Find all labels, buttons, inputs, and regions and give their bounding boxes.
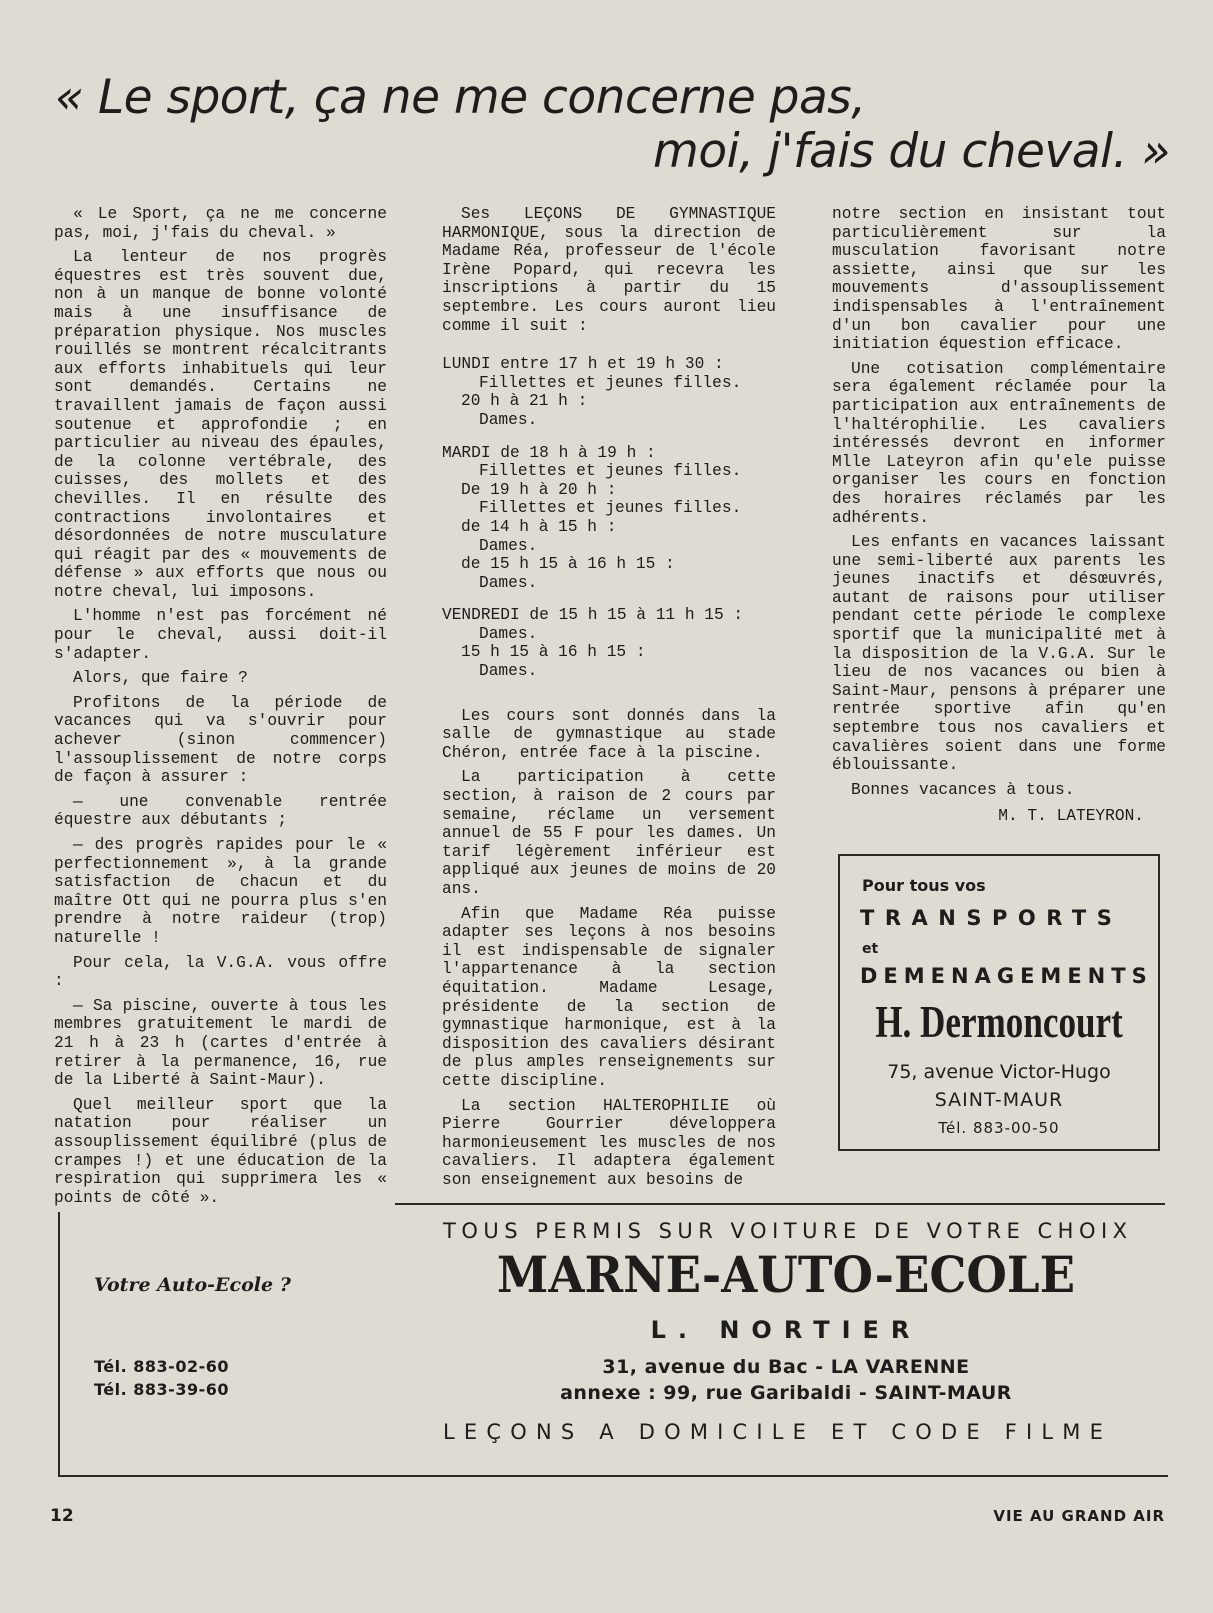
advert-top-rule <box>395 1203 1165 1205</box>
col3-para-1: notre section en insistant tout particulièrement sur la musculation favorisant notre assiette, ainsi que sur les mouvements d'assouplissement indispensables à l'entraînement d'un bon cavalier pour une initiation équestion efficace. <box>832 205 1166 354</box>
col2-para-3: Afin que Madame Réa puisse adapter ses leçons à nos besoins il est indispensable de signaler l'appartenance à la section équitation. Madame Lesage, présidente de la section de gymnastique harmonique, est à la disposition des cavaliers désirant de plus amples renseignements sur cette discipline. <box>442 904 776 1090</box>
company-phone: Tél. 883-00-50 <box>938 1119 1060 1137</box>
column-3 <box>832 205 1166 832</box>
schedule-lundi <box>442 355 776 429</box>
col1-para-5: Profitons de la période de vacances qui va s'ouvrir pour achever (sinon commencer) l'assouplissement de notre corps de façon à assurer : <box>54 693 387 787</box>
col1-para-8: Pour cela, la V.G.A. vous offre : <box>54 953 387 991</box>
col1-para-3: L'homme n'est pas forcément né pour le cheval, aussi doit-il s'adapter. <box>54 607 387 663</box>
page-number: 12 <box>50 1506 74 1526</box>
ad-question: Votre Auto-Ecole ? <box>94 1274 291 1296</box>
col1-para-4: Alors, que faire ? <box>73 669 248 688</box>
schedule-vendredi <box>442 606 776 680</box>
company-name: H. Dermoncourt <box>875 997 1123 1047</box>
ad-line-3: et <box>862 941 879 957</box>
schedule-line: Fillettes et jeunes filles. <box>479 373 742 392</box>
schedule-line: Dames. <box>479 662 538 681</box>
title-line-1: « Le sport, ça ne me concerne pas, <box>55 70 866 125</box>
schedule-line: 15 h 15 à 16 h 15 : <box>461 643 646 662</box>
ad-phone-2: Tél. 883-39-60 <box>94 1380 229 1399</box>
schedule-line: de 14 h à 15 h : <box>461 517 617 536</box>
col2-para-1: Les cours sont donnés dans la salle de gymnastique au stade Chéron, entrée face à la piscine. <box>442 706 776 762</box>
title-line-2: moi, j'fais du cheval. » <box>653 124 1170 179</box>
schedule-line: Fillettes et jeunes filles. <box>479 462 742 481</box>
col1-para-1: « Le Sport, ça ne me concerne pas, moi, j'fais du cheval. » <box>54 205 387 242</box>
column-2 <box>442 205 776 1196</box>
schedule-day: MARDI de 18 h à 19 h : <box>442 443 656 462</box>
col1-para-6: — une convenable rentrée équestre aux débutants ; <box>54 792 387 830</box>
column-1 <box>54 205 387 1213</box>
schedule-day: VENDREDI de 15 h 15 à 11 h 15 : <box>442 606 744 625</box>
company-city: SAINT-MAUR <box>934 1089 1064 1111</box>
col1-para-7: — des progrès rapides pour le « perfectionnement », à la grande satisfaction de chacun et du maître Ott qui ne pourra plus s'en prendre à notre raideur (trop) naturelle ! <box>54 836 387 947</box>
schedule-line: De 19 h à 20 h : <box>461 480 617 499</box>
schedule-line: Dames. <box>479 536 538 555</box>
col2-intro: Ses LEÇONS DE GYMNASTIQUE HARMONIQUE, sous la direction de Madame Réa, professeur de l'école Irène Popard, qui recevra les inscriptions à partir du 15 septembre. Les cours auront lieu comme il suit : <box>442 205 776 335</box>
schedule-line: Fillettes et jeunes filles. <box>479 499 742 518</box>
col1-para-9: — Sa piscine, ouverte à tous les membres gratuitement le mardi de 21 h à 23 h (cartes d'entrée à retirer à la permanence, 16, rue de la Liberté à Saint-Maur). <box>54 996 387 1090</box>
col1-para-2: La lenteur de nos progrès équestres est très souvent due, non à un manque de bonne volonté mais à une insuffisance de préparation physique. Nos muscles rouillés se montrent récalcitrants aux efforts inhabituels qui leur sont demandés. Certains ne travaillent jamais de façon aussi soutenue et approfondie ; en particulier au niveau des épaules, de la colonne vertébrale, des cuisses, des mollets et des chevilles. Il en résulte des contractions involontaires et désordonnées de notre musculature qui réagit par des « mouvements de défense » aux efforts que nous ou notre cheval, lui imposons. <box>54 248 387 601</box>
school-name: MARNE-AUTO-ECOLE <box>496 1245 1076 1304</box>
driving-school-advert <box>58 1212 1168 1477</box>
schedule-line: Dames. <box>479 624 538 643</box>
schedule-day: LUNDI entre 17 h et 19 h 30 : <box>442 355 724 374</box>
school-owner: L. NORTIER <box>650 1316 922 1344</box>
schedule-line: Dames. <box>479 573 538 592</box>
ad-footer-line: LEÇONS A DOMICILE ET CODE FILME <box>443 1420 1113 1444</box>
ad-line-1: Pour tous vos <box>862 876 986 895</box>
schedule-line: 20 h à 21 h : <box>461 392 588 411</box>
col1-para-10: Quel meilleur sport que la natation pour réaliser un assouplissement équilibré (plus de crampes !) et une éducation de la respiration qui supprimera les « points de côté ». <box>54 1095 387 1207</box>
ad-headline: TOUS PERMIS SUR VOITURE DE VOTRE CHOIX <box>443 1219 1133 1243</box>
schedule-line: de 15 h 15 à 16 h 15 : <box>461 555 675 574</box>
company-address: 75, avenue Victor-Hugo <box>887 1061 1111 1083</box>
ad-line-4: DEMENAGEMENTS <box>860 964 1153 988</box>
schedule-line: Dames. <box>479 410 538 429</box>
publication-name: VIE AU GRAND AIR <box>993 1507 1165 1525</box>
col2-para-2: La participation à cette section, à raison de 2 cours par semaine, réclame un versement annuel de 55 F pour les dames. Un tarif légèrement inférieur est appliqué aux jeunes de moins de 20 ans. <box>442 768 776 898</box>
school-address-1: 31, avenue du Bac - LA VARENNE <box>602 1356 970 1378</box>
col2-para-4: La section HALTEROPHILIE où Pierre Gourrier développera harmonieusement les muscles de nos cavaliers. Il adaptera également son enseignement aux besoins de <box>442 1096 776 1189</box>
school-address-2: annexe : 99, rue Garibaldi - SAINT-MAUR <box>560 1382 1012 1404</box>
ad-phone-1: Tél. 883-02-60 <box>94 1357 229 1376</box>
col3-para-2: Une cotisation complémentaire sera également réclamée pour la participation aux entraînements de l'haltérophilie. Les cavaliers intéressés devront en informer Mlle Lateyron afin qu'ele puisse organiser les cours en fonction des horaires réclamés par les adhérents. <box>832 359 1166 527</box>
col3-para-3: Les enfants en vacances laissant une semi-liberté aux parents les jeunes inactifs et désœuvrés, autant de raisons pour utiliser pendant cette période le complexe sportif que la municipalité met à la disposition de la V.G.A. Sur le lieu de nos vacances ou bien à Saint-Maur, pensons à préparer une rentrée sportive afin qu'en septembre tous nos cavaliers et cavalières soient dans une forme éblouissante. <box>832 533 1166 775</box>
signature: M. T. LATEYRON. <box>998 807 1144 826</box>
transport-advert <box>838 854 1160 1151</box>
ad-line-2: TRANSPORTS <box>860 906 1123 930</box>
schedule-mardi <box>442 444 776 593</box>
col3-para-4: Bonnes vacances à tous. <box>851 780 1075 799</box>
